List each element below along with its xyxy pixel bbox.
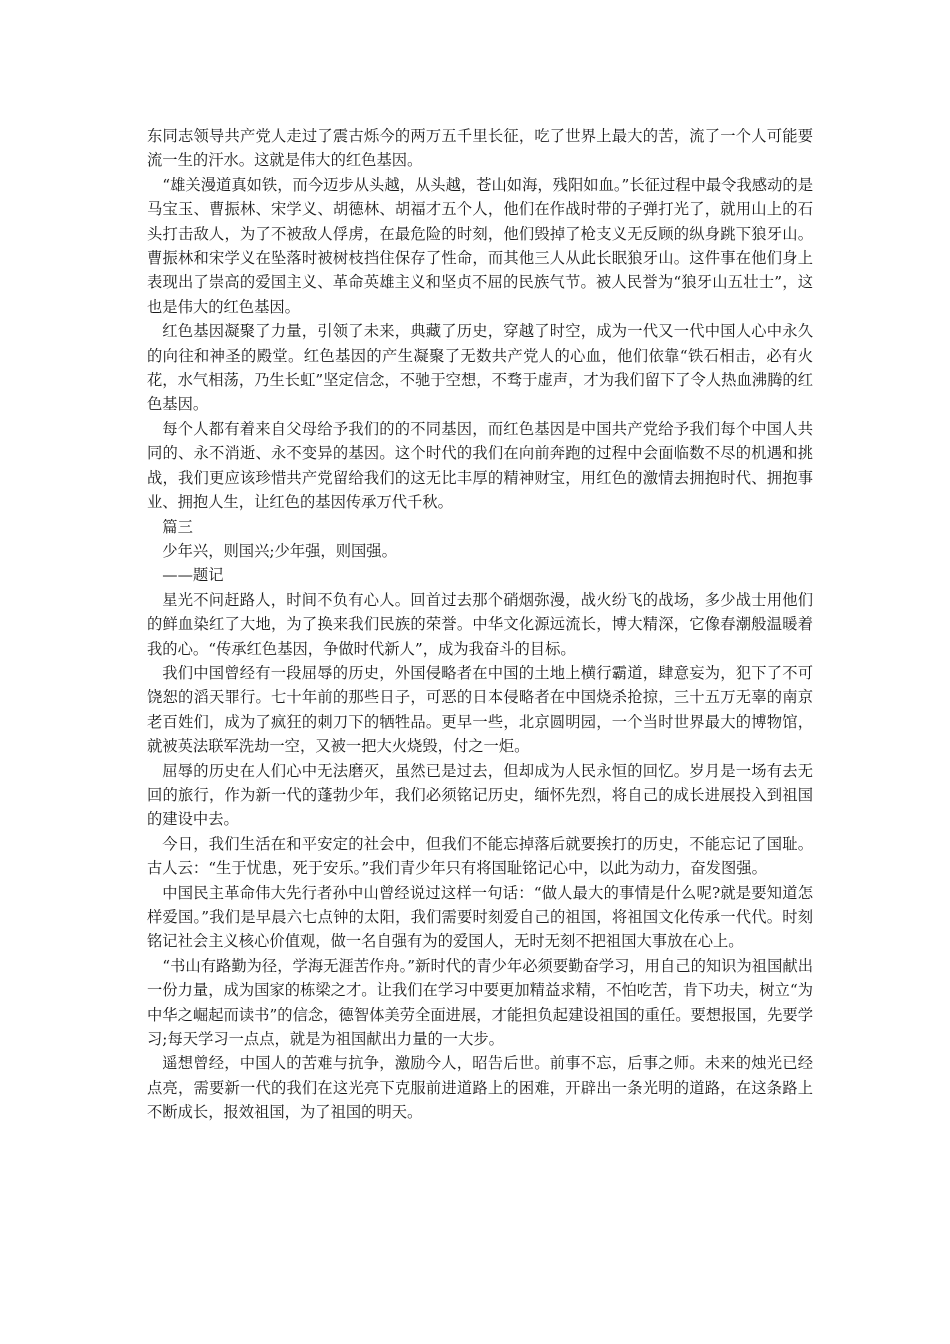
paragraph-6: 我们中国曾经有一段屈辱的历史，外国侵略者在中国的土地上横行霸道，肆意妄为，犯下了不可饶恕的滔天罪行。七十年前的那些日子，可恶的日本侵略者在中国烧杀抢掠，三十五万无辜的南京老百姓们，成为了疯狂的刺刀下的牺牲品。更早一些，北京圆明园，一个当时世界最大的博物馆，就被英法联军洗劫一空，又被一把大火烧毁，付之一炬。: [147, 663, 813, 756]
paragraph-11: 遥想曾经，中国人的苦难与抗争，激励今人，昭告后世。前事不忘，后事之师。未来的烛光已经点亮，需要新一代的我们在这光亮下克服前进道路上的困难，开辟出一条光明的道路，在这条路上不断成长，报效祖国，为了祖国的明天。: [147, 1054, 813, 1122]
paragraph-4: 每个人都有着来自父母给予我们的的不同基因，而红色基因是中国共产党给予我们每个中国人共同的、永不消逝、永不变异的基因。这个时代的我们在向前奔跑的过程中会面临数不尽的机遇和挑战，我们更应该珍惜共产党留给我们的这无比丰厚的精神财宝，用红色的激情去拥抱时代、拥抱事业、拥抱人生，让红色的基因传承万代千秋。: [147, 419, 813, 512]
document-body: [147, 124, 813, 1125]
paragraph-2: “雄关漫道真如铁，而今迈步从头越，从头越，苍山如海，残阳如血。”长征过程中最令我感动的是马宝玉、曹振林、宋学义、胡德林、胡福才五个人，他们在作战时带的子弹打光了，就用山上的石头打击敌人，为了不被敌人俘虏，在最危险的时刻，他们毁掉了枪支义无反顾的纵身跳下狼牙山。曹振林和宋学义在坠落时被树枝挡住保存了性命，而其他三人从此长眠狼牙山。这件事在他们身上表现出了崇高的爱国主义、革命英雄主义和坚贞不屈的民族气节。被人民誉为“狼牙山五壮士”，这也是伟大的红色基因。: [147, 175, 813, 316]
paragraph-7: 屈辱的历史在人们心中无法磨灭，虽然已是过去，但却成为人民永恒的回忆。岁月是一场有去无回的旅行，作为新一代的蓬勃少年，我们必须铭记历史，缅怀先烈，将自己的成长进展投入到祖国的建设中去。: [147, 761, 813, 829]
paragraph-1: 东同志领导共产党人走过了震古烁今的两万五千里长征，吃了世界上最大的苦，流了一个人可能要流一生的汗水。这就是伟大的红色基因。: [147, 127, 813, 170]
epigraph: 少年兴，则国兴;少年强，则国强。: [162, 541, 397, 560]
paragraph-5: 星光不问赶路人，时间不负有心人。回首过去那个硝烟弥漫，战火纷飞的战场，多少战士用他们的鲜血染红了大地，为了换来我们民族的荣誉。中华文化源远流长，博大精深，它像春潮般温暖着我的心。“传承红色基因，争做时代新人”，成为我奋斗的目标。: [147, 590, 813, 658]
paragraph-8: 今日，我们生活在和平安定的社会中，但我们不能忘掉落后就要挨打的历史，不能忘记了国耻。古人云：“生于忧患，死于安乐。”我们青少年只有将国耻铭记心中，以此为动力，奋发图强。: [147, 834, 813, 878]
paragraph-3: 红色基因凝聚了力量，引领了未来，典藏了历史，穿越了时空，成为一代又一代中国人心中永久的向往和神圣的殿堂。红色基因的产生凝聚了无数共产党人的心血，他们依靠“铁石相击，必有火花，水气相荡，乃生长虹”坚定信念，不驰于空想，不骛于虚声，才为我们留下了令人热血沸腾的红色基因。: [147, 322, 813, 414]
paragraph-10: “书山有路勤为径，学海无涯苦作舟。”新时代的青少年必须要勤奋学习，用自己的知识为祖国献出一份力量，成为国家的栋梁之才。让我们在学习中要更加精益求精，不怕吃苦，肯下功夫，树立“为中华之崛起而读书”的信念，德智体美劳全面进展，才能担负起建设祖国的重任。要想报国，先要学习;每天学习一点点，就是为祖国献出力量的一大步。: [147, 956, 813, 1049]
epigraph-attribution: ——题记: [162, 566, 224, 585]
section-heading: 篇三: [162, 517, 193, 536]
paragraph-9: 中国民主革命伟大先行者孙中山曾经说过这样一句话：“做人最大的事情是什么呢?就是要知道怎样爱国。”我们是早晨六七点钟的太阳，我们需要时刻爱自己的祖国，将祖国文化传承一代代。时刻铭记社会主义核心价值观，做一名自强有为的爱国人，无时无刻不把祖国大事放在心上。: [147, 883, 813, 951]
